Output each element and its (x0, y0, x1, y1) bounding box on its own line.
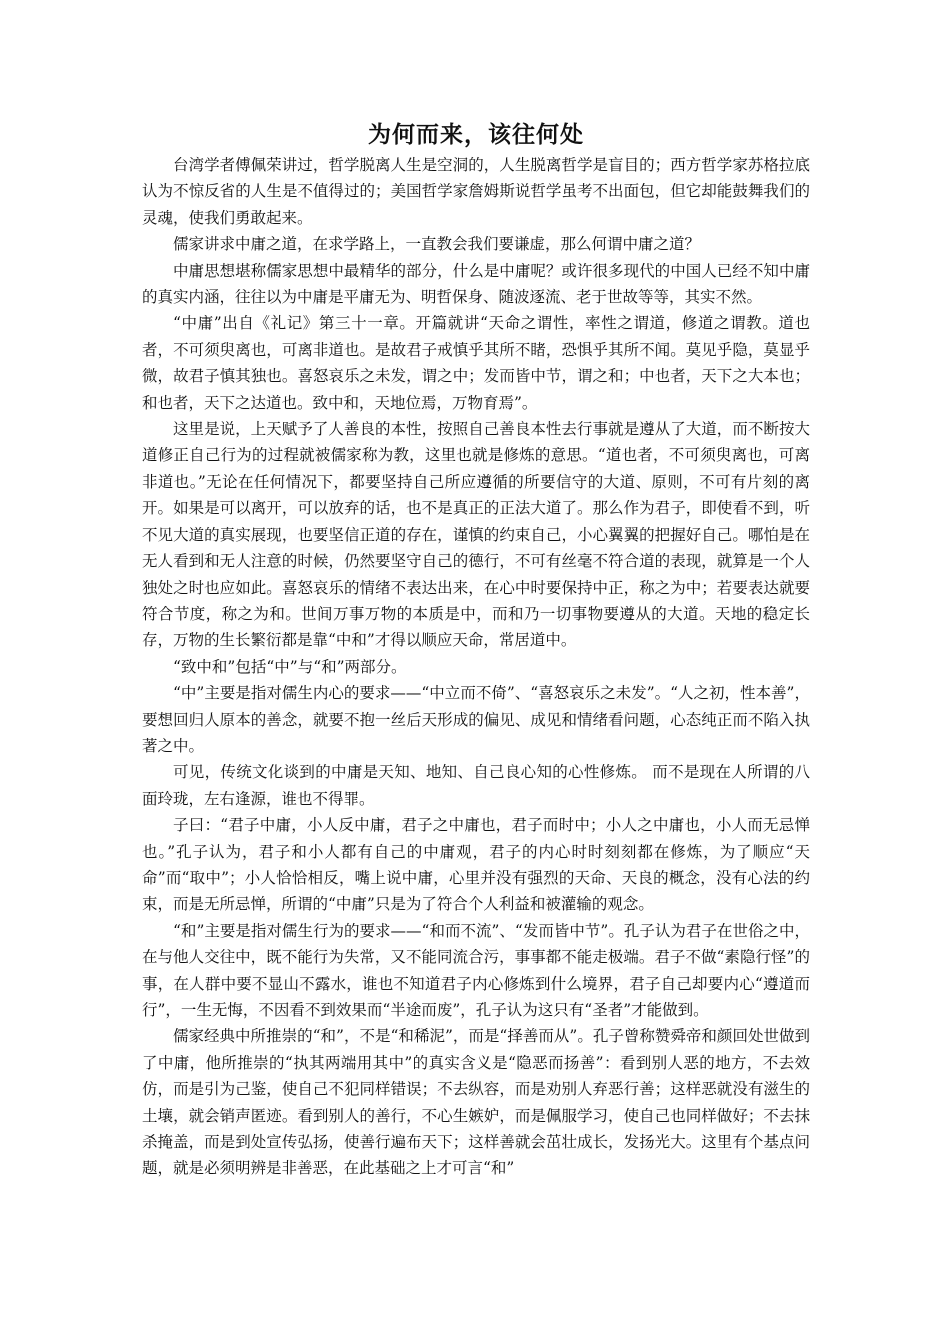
paragraph: “中”主要是指对儒生内心的要求——“中立而不倚”、“喜怒哀乐之未发”。“人之初，性本善”，要想回归人原本的善念，就要不抱一丝后天形成的偏见、成见和情绪看问题，心态纯正而不陷入执著之中。 (142, 684, 810, 755)
paragraph: “和”主要是指对儒生行为的要求——“和而不流”、“发而皆中节”。孔子认为君子在世俗之中，在与他人交往中，既不能行为失常，又不能同流合污，事事都不能走极端。君子不做“素隐行怪”的事，在人群中要不显山不露水，谁也不知道君子内心修炼到什么境界，君子自己却要内心“遵道而行”，一生无悔，不因看不到效果而“半途而废”，孔子认为这只有“圣者”才能做到。 (142, 921, 810, 1019)
document-page (142, 118, 810, 1182)
paragraph: 儒家经典中所推崇的“和”，不是“和稀泥”，而是“择善而从”。孔子曾称赞舜帝和颜回处世做到了中庸，他所推崇的“执其两端用其中”的真实含义是“隐恶而扬善”：看到别人恶的地方，不去效仿，而是引为己鉴，使自己不犯同样错误；不去纵容，而是劝别人弃恶行善；这样恶就没有滋生的土壤，就会销声匿迹。看到别人的善行，不心生嫉妒，而是佩服学习，使自己也同样做好；不去抹杀掩盖，而是到处宣传弘扬，使善行遍布天下；这样善就会茁壮成长，发扬光大。这里有个基点问题，就是必须明辨是非善恶，在此基础之上才可言“和” (142, 1027, 810, 1178)
paragraph: 这里是说，上天赋予了人善良的本性，按照自己善良本性去行事就是遵从了大道，而不断按大道修正自己行为的过程就被儒家称为教，这里也就是修炼的意思。“道也者，不可须臾离也，可离非道也。”无论在任何情况下，都要坚持自己所应遵循的所要信守的大道、原则，不可有片刻的离开。如果是可以离开，可以放弃的话，也不是真正的正法大道了。那么作为君子，即使看不到，听不见大道的真实展现，也要坚信正道的存在，谨慎的约束自己，小心翼翼的把握好自己。哪怕是在无人看到和无人注意的时候，仍然要坚守自己的德行，不可有丝毫不符合道的表现，就算是一个人独处之时也应如此。喜怒哀乐的情绪不表达出来，在心中时要保持中正，称之为中；若要表达就要符合节度，称之为和。世间万事万物的本质是中，而和乃一切事物要遵从的大道。天地的稳定长存，万物的生长繁衍都是靠“中和”才得以顺应天命，常居道中。 (142, 420, 810, 650)
paragraph: “致中和”包括“中”与“和”两部分。 (173, 657, 407, 676)
paragraph: 台湾学者傅佩荣讲过，哲学脱离人生是空洞的，人生脱离哲学是盲目的；西方哲学家苏格拉底认为不惊反省的人生是不值得过的；美国哲学家詹姆斯说哲学虽考不出面包，但它却能鼓舞我们的灵魂，使我们勇敢起来。 (142, 156, 810, 227)
paragraph: 子曰：“君子中庸，小人反中庸，君子之中庸也，君子而时中；小人之中庸也，小人而无忌惮也。”孔子认为，君子和小人都有自己的中庸观，君子的内心时时刻刻都在修炼，为了顺应“天命”而“取中”；小人恰恰相反，嘴上说中庸，心里并没有强烈的天命、天良的概念，没有心法的约束，而是无所忌惮，所谓的“中庸”只是为了符合个人利益和被灌输的观念。 (142, 816, 810, 914)
paragraph: 儒家讲求中庸之道，在求学路上，一直教会我们要谦虚，那么何谓中庸之道？ (173, 235, 701, 254)
paragraph: “中庸”出自《礼记》第三十一章。开篇就讲“天命之谓性，率性之谓道，修道之谓教。道也者，不可须臾离也，可离非道也。是故君子戒慎乎其所不睹，恐惧乎其所不闻。莫见乎隐，莫显乎微，故君子慎其独也。喜怒哀乐之未发，谓之中；发而皆中节，谓之和；中也者，天下之大本也；和也者，天下之达道也。致中和，天地位焉，万物育焉”。 (142, 314, 810, 412)
paragraph: 中庸思想堪称儒家思想中最精华的部分，什么是中庸呢？或许很多现代的中国人已经不知中庸的真实内涵，往往以为中庸是平庸无为、明哲保身、随波逐流、老于世故等等，其实不然。 (142, 261, 810, 307)
paragraph: 可见，传统文化谈到的中庸是天知、地知、自己良心知的心性修炼。 而不是现在人所谓的八面玲珑，左右逢源，谁也不得罪。 (142, 763, 810, 808)
document-title: 为何而来，该往何处 (368, 121, 584, 148)
